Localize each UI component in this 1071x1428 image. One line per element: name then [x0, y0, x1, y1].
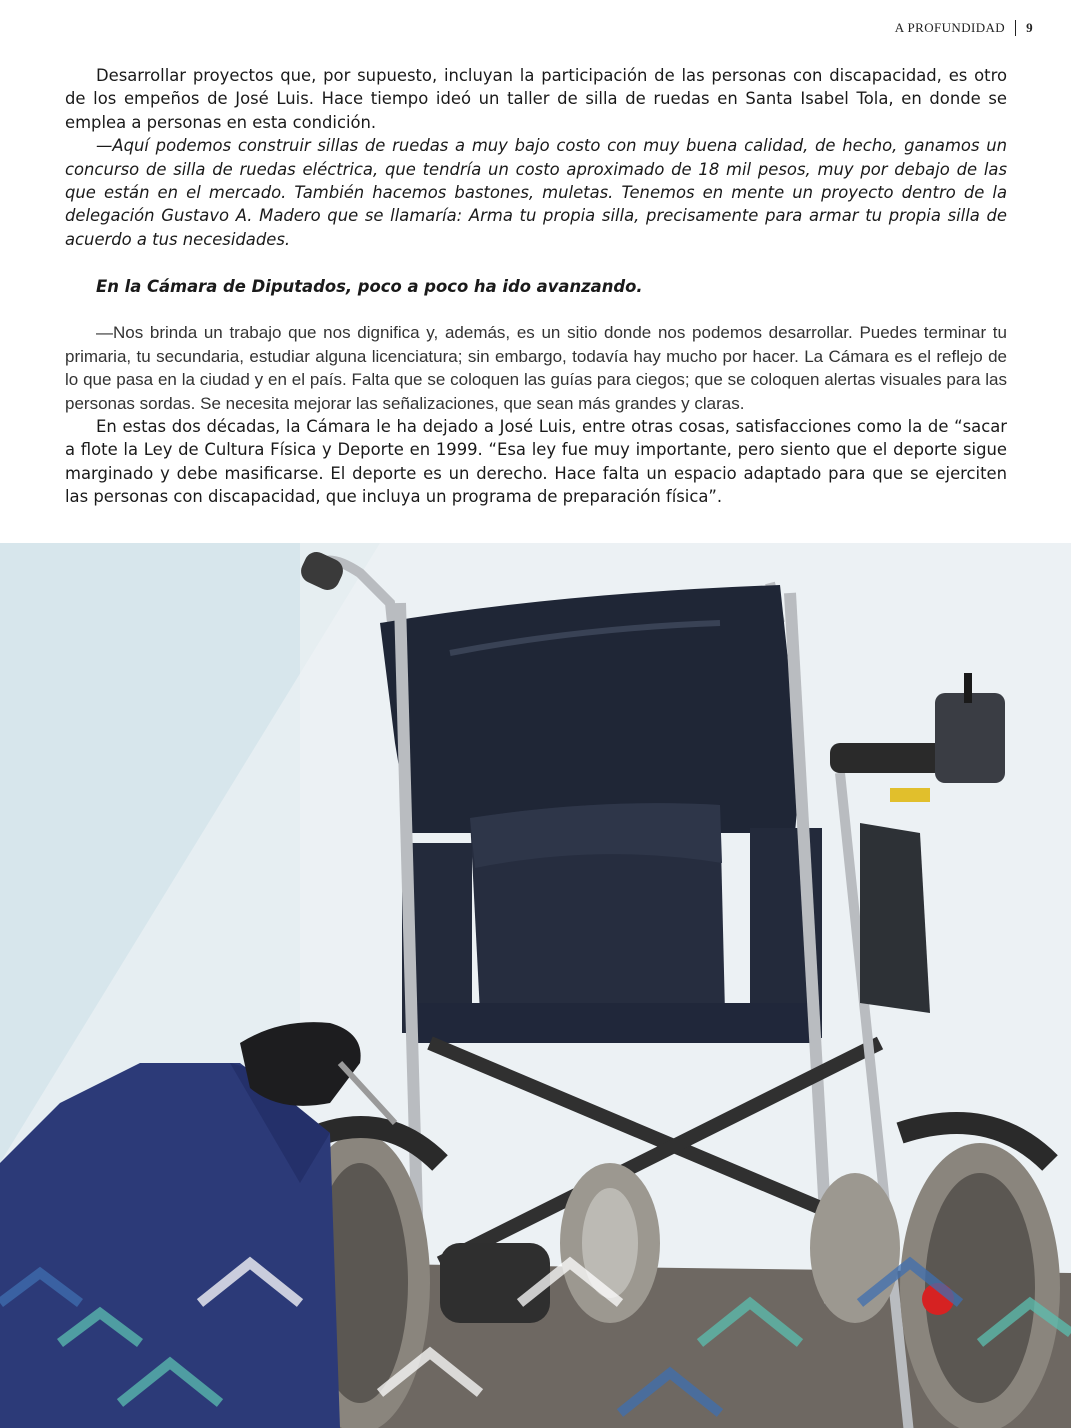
- article-body: [65, 64, 1007, 509]
- subheading-question: En la Cámara de Diputados, poco a poco ha ido avanzando.: [96, 276, 643, 296]
- paragraph-intro: Desarrollar proyectos que, por supuesto, incluyan la participación de las personas con discapacidad, es otro de los empeños de José Luis. Hace tiempo ideó un taller de silla de ruedas en Santa Isabel Tola, en donde se emplea a personas en esta condición.: [65, 66, 1007, 132]
- running-header: [895, 20, 1033, 36]
- right-rear-wheel: [900, 1143, 1060, 1428]
- paragraph-law: En estas dos décadas, la Cámara le ha dejado a José Luis, entre otras cosas, satisfacciones como la de “sacar a flote la Ley de Cultura Física y Deporte en 1999. “Esa ley fue muy importante, pero siento que el deporte sigue marginado y debe masificarse. El deporte es un derecho. Hace falta un espacio adaptado para que se ejerciten las personas con discapacidad, que incluya un programa de preparación física”.: [65, 417, 1007, 507]
- paragraph-quote-chamber: —Nos brinda un trabajo que nos dignifica y, además, es un sitio donde nos podemos desarrollar. Puedes terminar tu primaria, tu secundaria, estudiar alguna licenciatura; sin embargo, todavía hay mucho por hacer. La Cámara es el reflejo de lo que pasa en la ciudad y en el país. Falta que se coloquen las guías para ciegos; que se coloquen alertas visuales para las personas sordas. Se necesita mejorar las señalizaciones, que sean más grandes y claras.: [65, 323, 1007, 413]
- paragraph-quote-workshop: —Aquí podemos construir sillas de ruedas a muy bajo costo con muy buena calidad, de hecho, ganamos un concurso de silla de ruedas eléctrica, que tendría un costo aproximado de 18 mil pesos, muy por debajo de las que están en el mercado. También hacemos bastones, muletas. Tenemos en mente un proyecto dentro de la delegación Gustavo A. Madero que se llamaría: Arma tu propia silla, precisamente para armar tu propia silla de acuerdo a tus necesidades.: [65, 136, 1007, 249]
- page-number: 9: [1026, 20, 1033, 35]
- wheelchair-photo: [0, 543, 1071, 1428]
- header-divider: [1015, 20, 1016, 36]
- section-title: A PROFUNDIDAD: [894, 20, 1006, 35]
